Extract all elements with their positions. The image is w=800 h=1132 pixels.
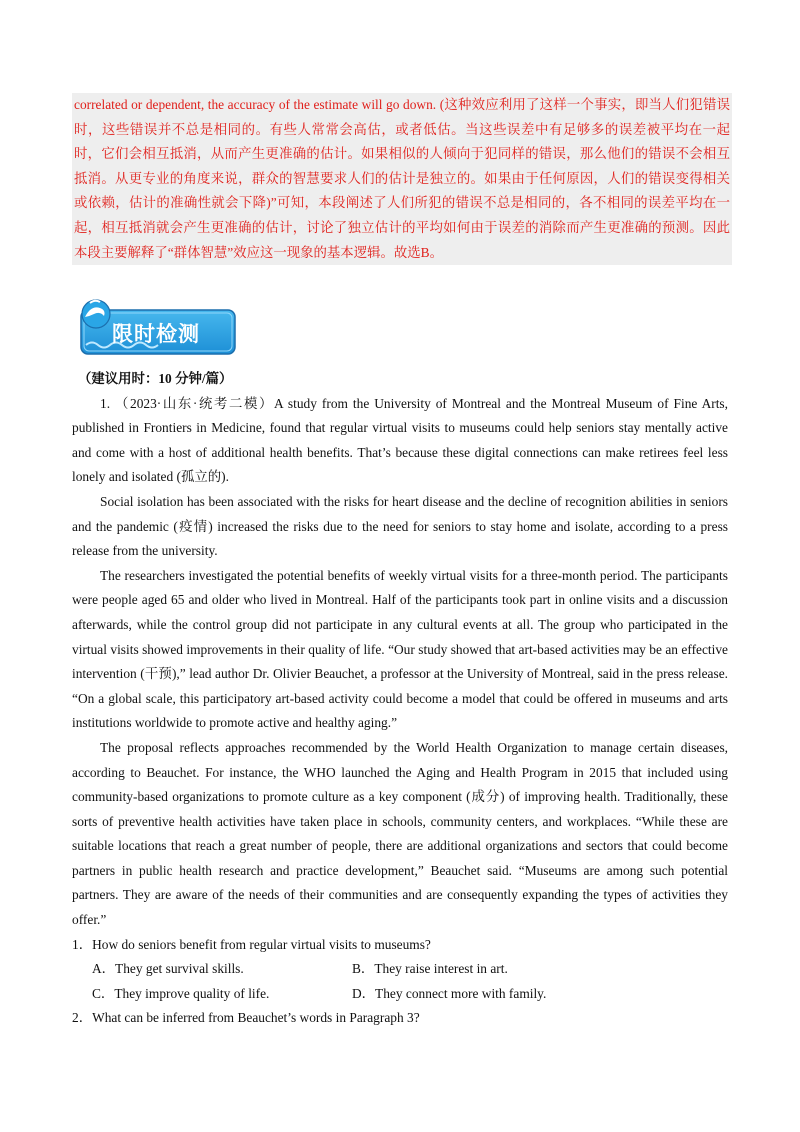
passage-paragraph: Social isolation has been associated with the risks for heart disease and the decline of recognition abilities in seniors and the pandemic (疫情) increased the risks due to the need for seniors to stay home and isolate, according to a press release from the university. bbox=[72, 493, 728, 559]
answer-explanation-box bbox=[72, 93, 732, 265]
passage-paragraph: 1. （2023·山东·统考二模）A study from the University of Montreal and the Montreal Museum of Fine Arts, published in Frontiers in Medicine, found that regular virtual visits to museums could help seniors stay mentally active and come with a host of additional health benefits. That’s because these digital connections can make retirees feel less lonely and isolated (孤立的). bbox=[72, 395, 728, 485]
question-stem: 2．What can be inferred from Beauchet’s words in Paragraph 3? bbox=[72, 1010, 420, 1026]
option-b: B．They raise interest in art. bbox=[352, 961, 508, 977]
question-options-row bbox=[72, 957, 728, 982]
option-c: C．They improve quality of life. bbox=[92, 985, 270, 1001]
suggested-time: （建议用时：10 分钟/篇） bbox=[78, 371, 233, 386]
option-d: D．They connect more with family. bbox=[352, 985, 547, 1001]
question-options-row bbox=[72, 982, 728, 1007]
question-stem: 1．How do seniors benefit from regular virtual visits to museums? bbox=[72, 936, 431, 952]
section-title: 限时检测 bbox=[112, 322, 200, 346]
answer-explanation-text: correlated or dependent, the accuracy of the estimate will go down. (这种效应利用了这样一个事实，即当人们犯错误时，这些错误并不总是相同的。有些人常常会高估，或者低估。当这些误差中有足够多的误差被平均在一起时，它们会相互抵消，从而产生更准确的估计。如果相似的人倾向于犯同样的错误，那么他们的错误不会相互抵消。从更专业的角度来说，群众的智慧要求人们的估计是独立的。如果由于任何原因，人们的错误变得相关或依赖，估计的准确性就会下降)”可知，本段阐述了人们所犯的错误不总是相同的，各不相同的误差平均在一起，相互抵消就会产生更准确的估计，讨论了独立估计的平均如何由于误差的消除而产生更准确的预测。因此本段主要解释了“群体智慧”效应这一现象的基本逻辑。故选B。 bbox=[74, 97, 730, 260]
main-content bbox=[72, 367, 728, 1031]
passage-paragraph: The researchers investigated the potential benefits of weekly virtual visits for a three-month period. The participants were people aged 65 and older who lived in Montreal. Half of the participants took part in online visits and a discussion afterwards, while the control group did not participate in any cultural events at all. The group who participated in the virtual visits showed improvements in their quality of life. “Our study showed that art-based activities may be an effective intervention (干预),” lead author Dr. Olivier Beauchet, a professor at the University of Montreal, said in the press release. “On a global scale, this participatory art-based activity could become a model that could be offered in museums and arts institutions worldwide to promote active and healthy aging.” bbox=[72, 567, 728, 731]
option-a: A．They get survival skills. bbox=[92, 961, 244, 977]
passage-paragraph: The proposal reflects approaches recommended by the World Health Organization to manage certain diseases, according to Beauchet. For instance, the WHO launched the Aging and Health Program in 2015 that included using community-based organizations to promote culture as a key component (成分) of improving health. Traditionally, these sorts of preventive health activities have taken place in schools, community centers, and workplaces. “While these are suitable locations that reach a great number of people, there are additional organizations and sectors that could become partners in public health research and practice development,” Beauchet said. “Museums are among such potential partners. They are aware of the needs of their communities and are consequently expanding the types of activities they offer.” bbox=[72, 739, 728, 928]
